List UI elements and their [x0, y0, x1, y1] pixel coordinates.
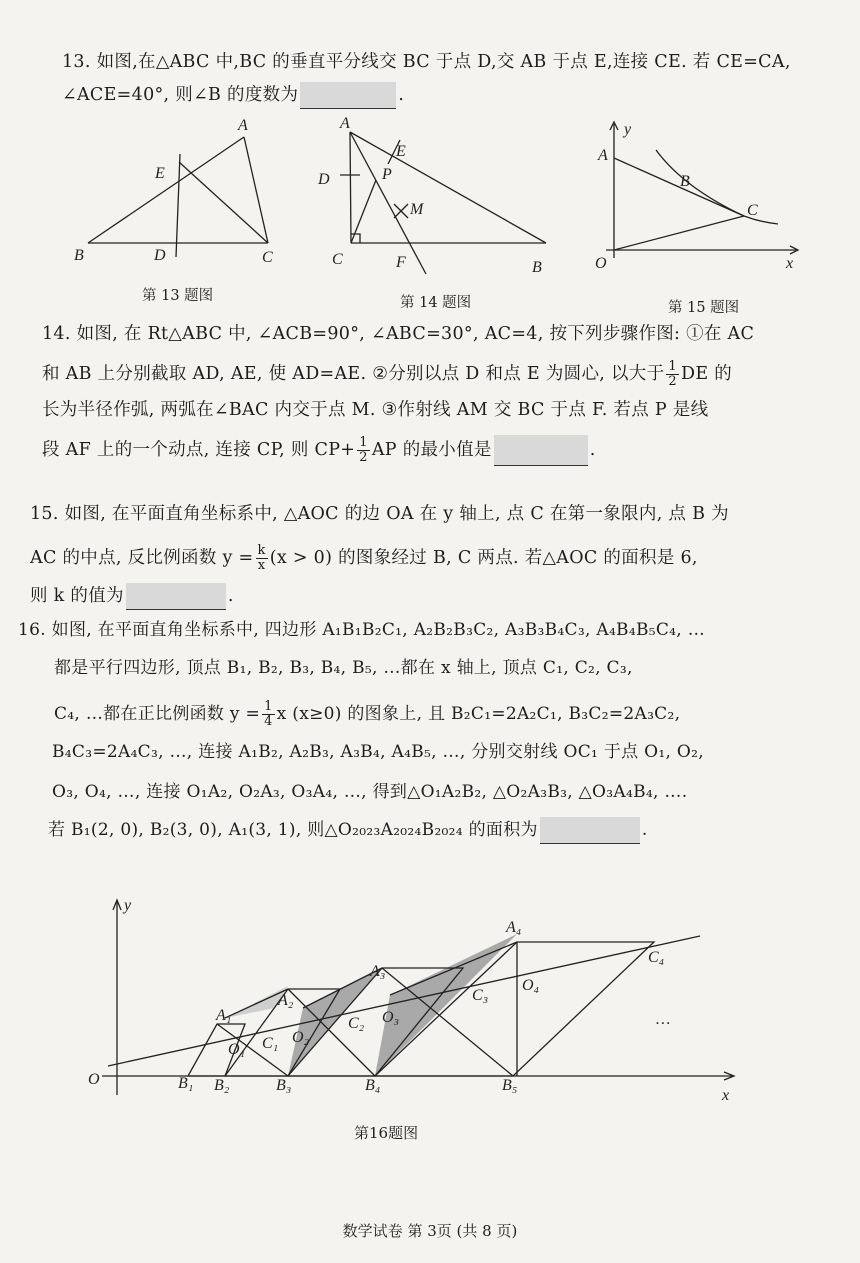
label-P: P [382, 166, 392, 183]
figure-16-caption: 第16题图 [354, 1124, 419, 1142]
label-C3: C₃ [472, 987, 489, 1004]
label-C: C [747, 202, 758, 219]
fraction-half: $\frac{1}{2}$ [668, 359, 677, 389]
label-y: y [124, 897, 132, 914]
label-O3: O₃ [382, 1009, 400, 1026]
fraction-half: $\frac{1}{2}$ [359, 435, 368, 465]
answer-blank-13[interactable] [300, 82, 396, 109]
label-y: y [624, 121, 632, 138]
shaded-triangle-O3A4B4 [375, 934, 517, 1076]
figure-13 [70, 112, 300, 277]
figure-15-caption: 第 15 题图 [668, 300, 740, 316]
label-F: F [396, 254, 406, 271]
label-B: B [532, 259, 542, 276]
label-x: x [722, 1087, 730, 1104]
label-B1: B₁ [178, 1075, 194, 1092]
fraction-quarter: $\frac{1}{4}$ [264, 699, 273, 729]
q15-line1: 15. 如图, 在平面直角坐标系中, △AOC 的边 OA 在 y 轴上, 点 C 在第一象限内, 点 B 为 [30, 504, 729, 524]
q16-line2: 都是平行四边形, 顶点 B₁, B₂, B₃, B₄, B₅, …都在 x 轴上, 顶点 C₁, C₂, C₃, [54, 658, 633, 678]
label-A2: A₂ [278, 992, 294, 1009]
q14-line2: 和 AB 上分别截取 AD, AE, 使 AD=AE. ②分别以点 D 和点 E 为圆心, 以大于 $\frac{1}{2}$ DE 的 [42, 359, 733, 389]
q16-line6: 若 B₁(2, 0), B₂(3, 0), A₁(3, 1), 则△O₂₀₂₃A₂₀₂₄B₂₀₂₄ 的面积为 . [18, 814, 833, 850]
label-O2: O₂ [292, 1029, 310, 1046]
label-B3: B₃ [276, 1077, 292, 1094]
label-M: M [410, 201, 424, 218]
q14-line4: 段 AF 上的一个动点, 连接 CP, 则 CP+ $\frac{1}{2}$ AP 的最小值是 . [42, 435, 596, 465]
question-16 [18, 614, 833, 850]
answer-blank-16[interactable] [540, 817, 640, 844]
q15-line3: 则 k 的值为 . [30, 580, 830, 616]
label-C1: C₁ [262, 1035, 279, 1052]
question-14 [42, 318, 832, 470]
q16-line1: 16. 如图, 在平面直角坐标系中, 四边形 A₁B₁B₂C₁, A₂B₂B₃C₂, A₃B₃B₄C₃, A₄B₄B₅C₄, … [18, 620, 706, 640]
label-A3: A₃ [370, 963, 386, 980]
question-13 [62, 46, 822, 112]
q13-line1: 13. 如图,在△ABC 中,BC 的垂直平分线交 BC 于点 D,交 AB 于点 E,连接 CE. 若 CE=CA, [62, 52, 791, 72]
label-C4: C₄ [648, 949, 665, 966]
label-E: E [155, 165, 165, 182]
figure-14 [310, 112, 560, 282]
label-B: B [680, 173, 690, 190]
q16-line3: C₄, …都在正比例函数 y = $\frac{1}{4}$ x (x≥0) 的图象上, 且 B₂C₁=2A₂C₁, B₃C₂=2A₃C₂, [54, 699, 681, 729]
label-A: A [598, 147, 608, 164]
label-D: D [154, 247, 166, 264]
label-x: x [786, 255, 794, 272]
label-E: E [396, 143, 406, 160]
figure-14-drawing [310, 112, 560, 282]
q16-line4: B₄C₃=2A₄C₃, …, 连接 A₁B₂, A₂B₃, A₃B₄, A₄B₅, …, 分别交射线 OC₁ 于点 O₁, O₂, [52, 742, 704, 762]
q16-line5: O₃, O₄, …, 连接 O₁A₂, O₂A₃, O₃A₄, …, 得到△O₁A₂B₂, △O₂A₃B₃, △O₃A₄B₄, …. [52, 782, 688, 802]
figure-15 [592, 116, 807, 281]
label-C: C [332, 251, 343, 268]
label-B4: B₄ [365, 1077, 381, 1094]
label-O4: O₄ [522, 977, 540, 994]
label-ellipsis: … [656, 1011, 671, 1028]
q13-line2: ∠ACE=40°, 则∠B 的度数为 . [62, 79, 822, 112]
figure-14-caption: 第 14 题图 [400, 295, 472, 311]
answer-blank-15[interactable] [126, 583, 226, 610]
label-B: B [74, 247, 84, 264]
label-C: C [262, 249, 273, 266]
label-D: D [318, 171, 330, 188]
answer-blank-14[interactable] [494, 435, 588, 466]
fraction-k-over-x: $\frac{k}{x}$ [257, 543, 266, 573]
label-O: O [88, 1071, 100, 1088]
q15-line2: AC 的中点, 反比例函数 y = $\frac{k}{x}$ (x > 0) 的图象经过 B, C 两点. 若△AOC 的面积是 6, [30, 543, 698, 573]
label-A: A [238, 117, 248, 134]
page-footer: 数学试卷 第 3页 (共 8 页) [342, 1222, 518, 1240]
q14-line1: 14. 如图, 在 Rt△ABC 中, ∠ACB=90°, ∠ABC=30°, AC=4, 按下列步骤作图: ①在 AC [42, 324, 755, 344]
figure-16-drawing [82, 890, 752, 1110]
label-O1: O₁ [228, 1041, 246, 1058]
figure-16 [82, 890, 752, 1110]
label-O: O [595, 255, 607, 272]
label-A: A [340, 115, 350, 132]
figure-15-drawing [592, 116, 807, 281]
label-B5: B₅ [502, 1077, 518, 1094]
label-B2: B₂ [214, 1077, 230, 1094]
label-C2: C₂ [348, 1015, 365, 1032]
question-15 [30, 498, 830, 616]
q14-line3: 长为半径作弧, 两弧在∠BAC 内交于点 M. ③作射线 AM 交 BC 于点 F. 若点 P 是线 [42, 400, 709, 420]
label-A1: A₁ [216, 1007, 232, 1024]
label-A4: A₄ [506, 919, 522, 936]
figure-13-caption: 第 13 题图 [142, 288, 214, 304]
figure-13-drawing [70, 112, 300, 277]
